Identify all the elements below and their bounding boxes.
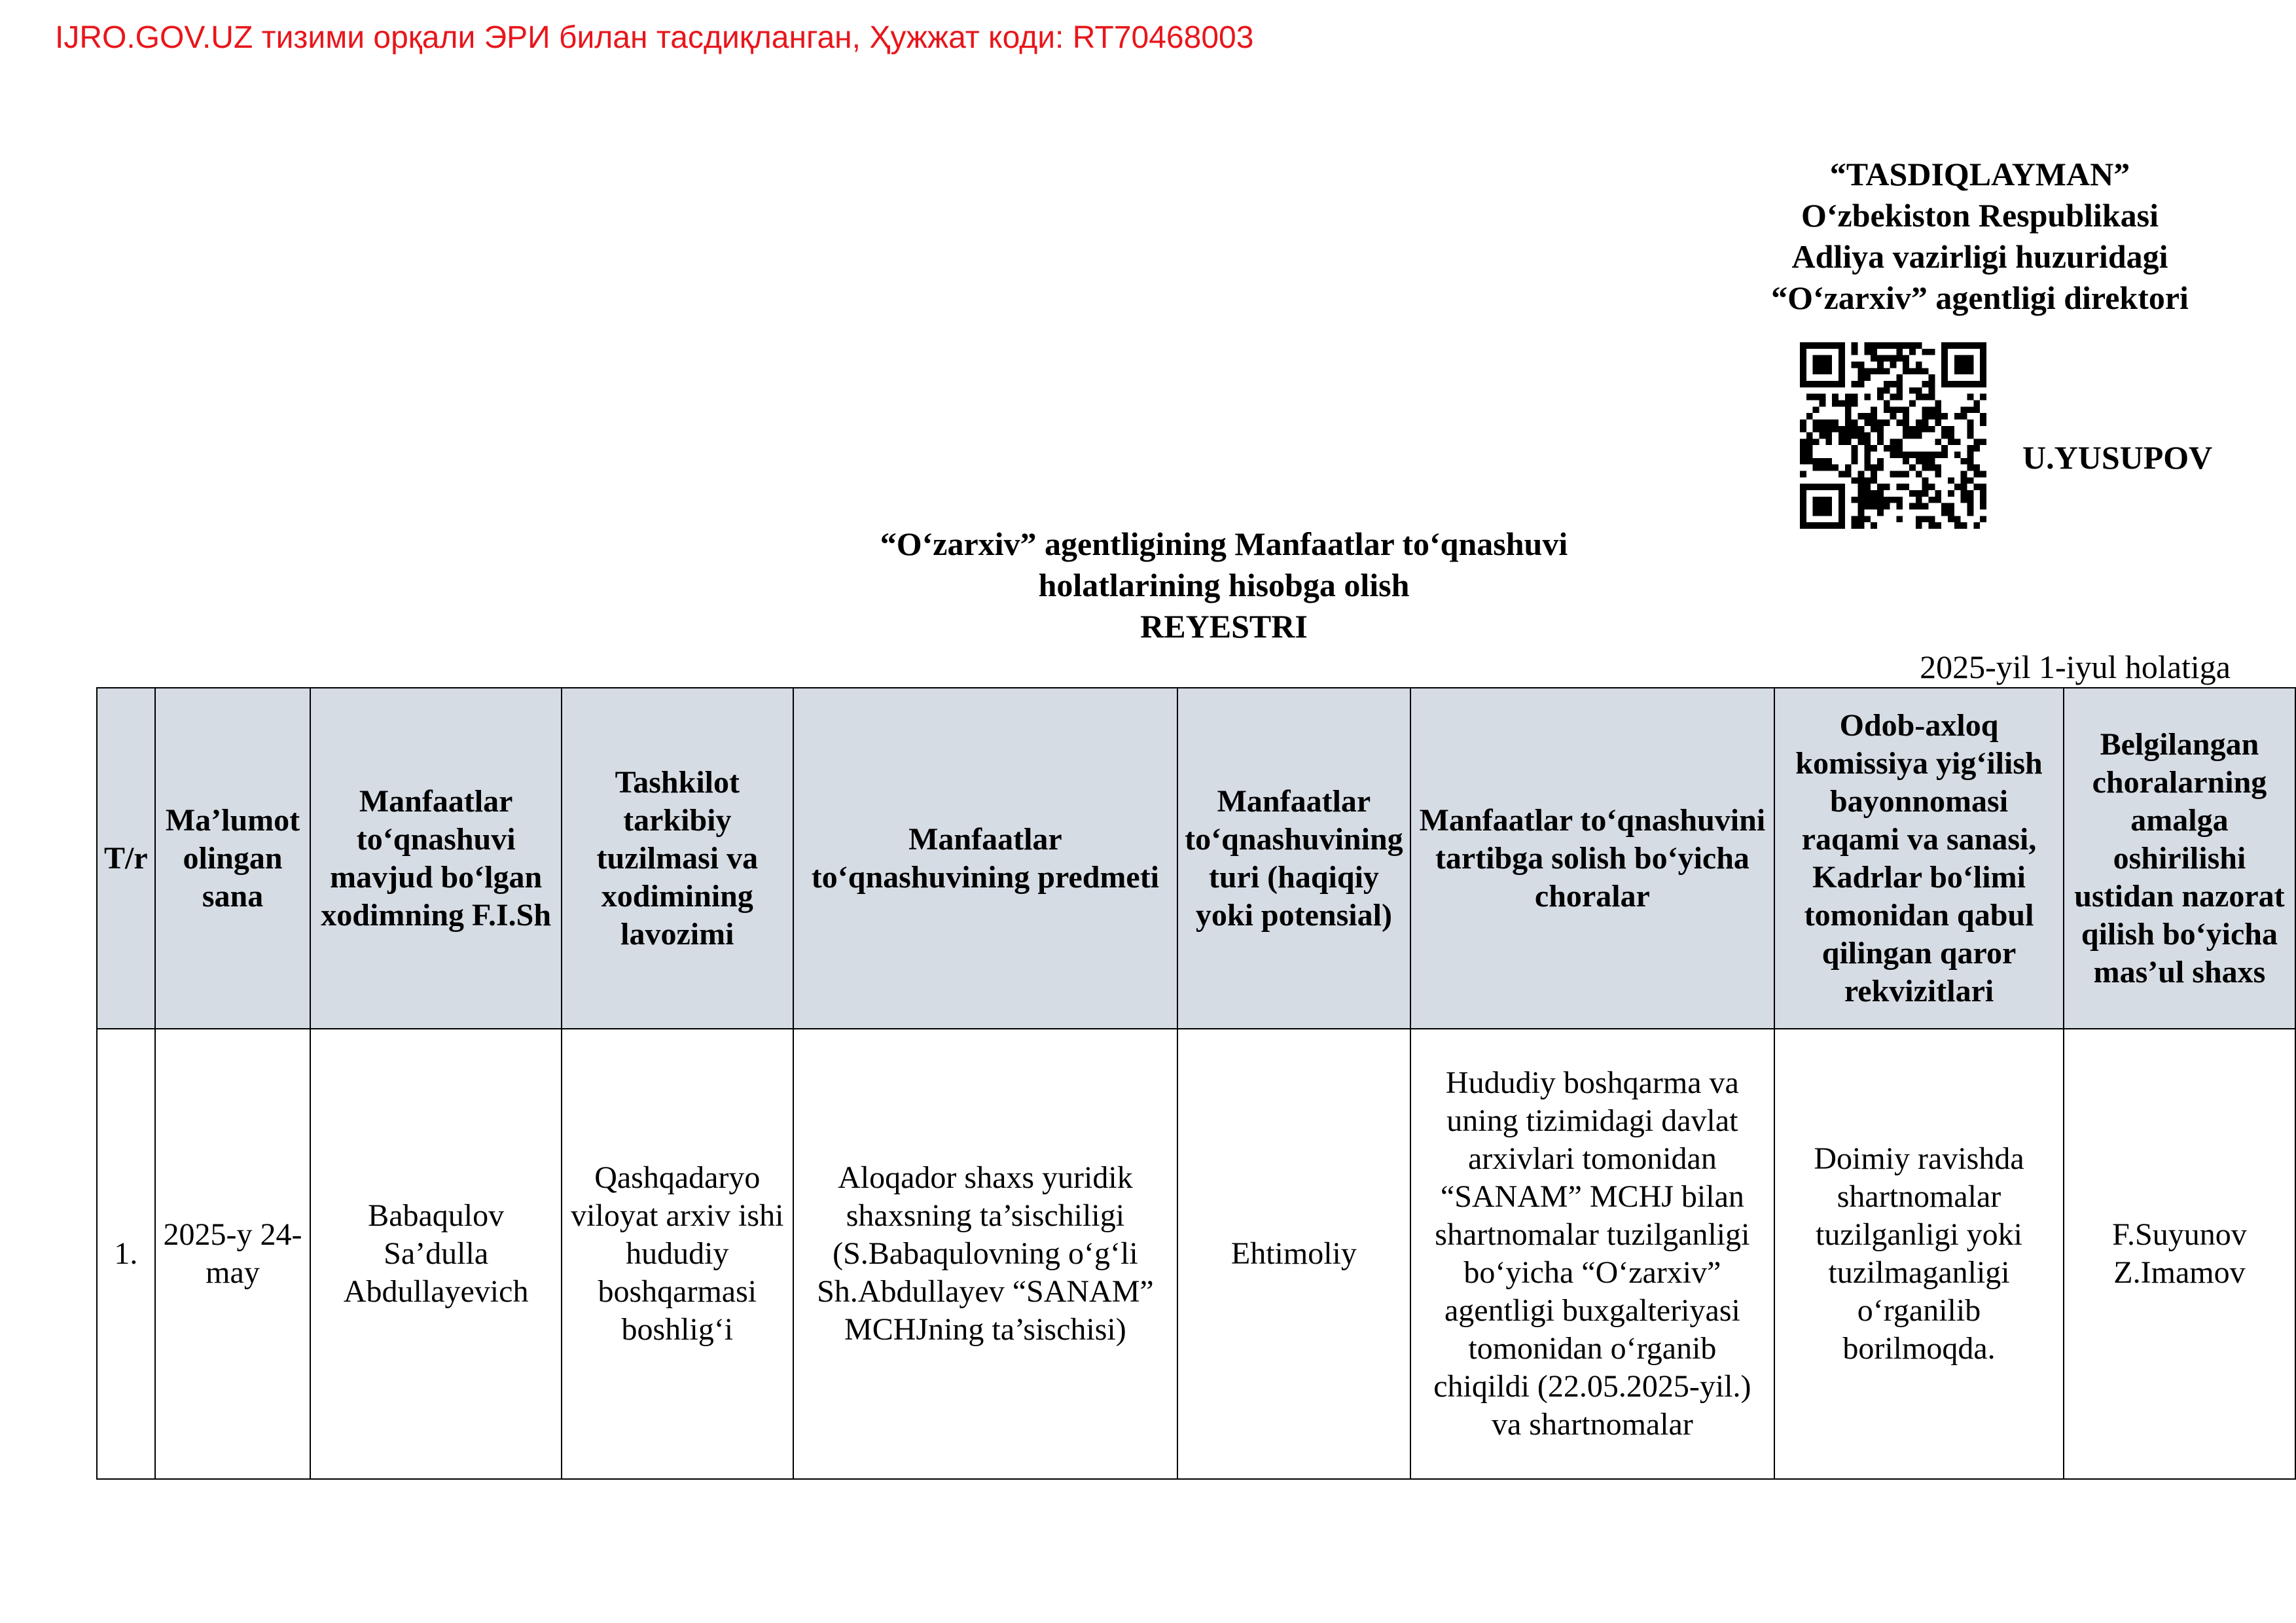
qr-code-icon <box>1800 342 1986 529</box>
cell-measures <box>1410 1029 1775 1479</box>
as-of-date: 2025-yil 1-iyul holatiga <box>1920 649 2231 685</box>
header-date: Ma’lumot olingan sana <box>155 688 311 1029</box>
cell-responsible: F.Suyunov Z.Imamov <box>2064 1029 2295 1479</box>
header-commission: Odob-axloq komissiya yig‘ilish bayonnomasi raqami va sanasi, Kadrlar bo‘limi tomonidan qabul qilingan qaror rekvizitlari <box>1774 688 2064 1029</box>
cell-position: Qashqadaryo viloyat arxiv ishi hududiy boshqarmasi boshlig‘i <box>562 1029 793 1479</box>
header-employee-name: Manfaatlar to‘qnashuvi mavjud bo‘lgan xodimning F.I.Sh <box>310 688 562 1029</box>
header-position: Tashkilot tarkibiy tuzilmasi va xodimining lavozimi <box>562 688 793 1029</box>
e-signature-stamp-line: IJRO.GOV.UZ тизими орқали ЭРИ билан тасдиқланган, Ҳужжат коди: RT70468003 <box>55 20 1254 55</box>
title-line-2: holatlarining hisobga olish <box>1038 567 1410 603</box>
header-subject: Manfaatlar to‘qnashuvining predmeti <box>793 688 1178 1029</box>
table-header-row <box>97 688 2295 1029</box>
title-line-1: “O‘zarxiv” agentligining Manfaatlar to‘qnashuvi <box>880 526 1568 562</box>
header-number: T/r <box>97 688 155 1029</box>
approval-line-1: “TASDIQLAYMAN” <box>1829 156 2130 192</box>
header-measures: Manfaatlar to‘qnashuvini tartibga solish bo‘yicha choralar <box>1410 688 1775 1029</box>
approval-line-3: Adliya vazirligi huzuridagi <box>1791 238 2168 275</box>
header-type: Manfaatlar to‘qnashuvining turi (haqiqiy yoki potensial) <box>1177 688 1410 1029</box>
table-row <box>97 1029 2295 1479</box>
approval-line-2: O‘zbekiston Respublikasi <box>1801 197 2159 234</box>
approval-block <box>1702 154 2258 319</box>
cell-employee-name: Babaqulov Sa’dulla Abdullayevich <box>310 1029 562 1479</box>
title-line-3: REYESTRI <box>1140 608 1308 645</box>
header-responsible: Belgilangan choralarning amalga oshirilishi ustidan nazorat qilish bo‘yicha mas’ul shaxs <box>2064 688 2295 1029</box>
cell-type: Ehtimoliy <box>1177 1029 1410 1479</box>
cell-commission: Doimiy ravishda shartnomalar tuzilganligi yoki tuzilmaganligi o‘rganilib borilmoqda. <box>1774 1029 2064 1479</box>
cell-number: 1. <box>97 1029 155 1479</box>
cell-subject: Aloqador shaxs yuridik shaxsning ta’sischiligi (S.Babaqulovning o‘g‘li Sh.Abdullayev “SANAM” MCHJning ta’sischisi) <box>793 1029 1178 1479</box>
measures-text: Hududiy boshqarma va uning tizimidagi davlat arxivlari tomonidan “SANAM” MCHJ bilan shartnomalar tuzilganligi bo‘yicha “O‘zarxiv” agentligi buxgalteriyasi tomonidan o‘rganib chiqildi (22.05.2025-yil.) va shartnomalar <box>1433 1065 1751 1442</box>
approval-line-4: “O‘zarxiv” agentligi direktori <box>1771 279 2189 316</box>
document-title <box>707 524 1741 647</box>
registry-table <box>96 687 2296 1480</box>
cell-date: 2025-y 24-may <box>155 1029 311 1479</box>
signer-name: U.YUSUPOV <box>2022 439 2213 476</box>
